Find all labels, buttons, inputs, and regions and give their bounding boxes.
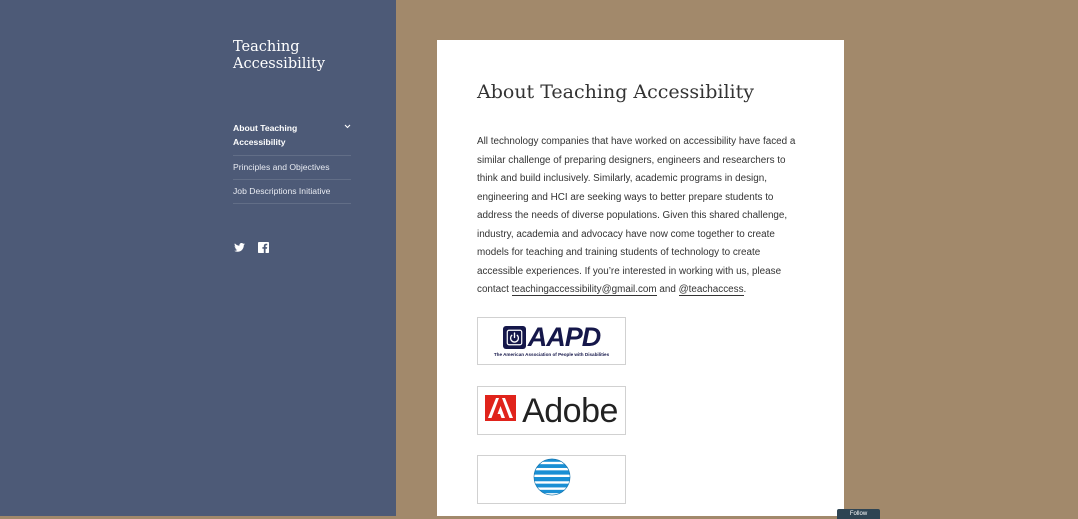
aapd-logo-graphic	[493, 322, 610, 357]
twitter-icon[interactable]	[233, 241, 245, 253]
intro-text: All technology companies that have worked on accessibility have faced a similar challenge of preparing designers, engineers and researchers to think and build inclusively. Similarly, academic programs in design, engineering and HCI are seeking ways to better prepare students to address the needs of diverse populations. Given this shared challenge, industry, academia and advocacy have now come together to create models for teaching and training students of technology to create accessible experiences. If you’re interested in working with us, please contact	[477, 136, 796, 295]
nav-item-job-descriptions[interactable]: Job Descriptions Initiative	[233, 180, 351, 204]
facebook-icon[interactable]	[257, 241, 269, 253]
email-link[interactable]: teachingaccessibility@gmail.com	[511, 284, 657, 295]
nav-item-about[interactable]	[233, 117, 351, 156]
page-title: About Teaching Accessibility	[477, 81, 754, 103]
site-title[interactable]: Teaching Accessibility	[233, 39, 326, 72]
att-logo[interactable]	[477, 455, 626, 504]
adobe-mark-icon	[485, 395, 516, 426]
twitter-handle-link[interactable]: @teachaccess	[678, 284, 744, 295]
main-navigation	[233, 117, 351, 204]
intro-paragraph	[477, 133, 802, 300]
power-icon	[503, 326, 526, 349]
aapd-wordmark: AAPD	[527, 322, 601, 352]
aapd-tagline: The American Association of People with Disabilities	[493, 352, 610, 357]
chevron-down-icon[interactable]	[344, 121, 351, 135]
follow-label: Follow	[849, 511, 868, 517]
adobe-logo[interactable]	[477, 386, 626, 435]
aapd-logo[interactable]	[477, 317, 626, 365]
nav-item-principles[interactable]: Principles and Objectives	[233, 156, 351, 180]
social-links	[233, 241, 269, 253]
content-card	[437, 40, 844, 516]
nav-item-label: About Teaching Accessibility	[233, 123, 298, 147]
adobe-wordmark: Adobe	[522, 391, 618, 430]
end-punctuation: .	[743, 284, 747, 295]
att-globe-icon	[533, 458, 571, 501]
follow-button[interactable]	[837, 509, 880, 519]
conjunction-text: and	[656, 284, 679, 295]
sidebar	[0, 0, 396, 516]
